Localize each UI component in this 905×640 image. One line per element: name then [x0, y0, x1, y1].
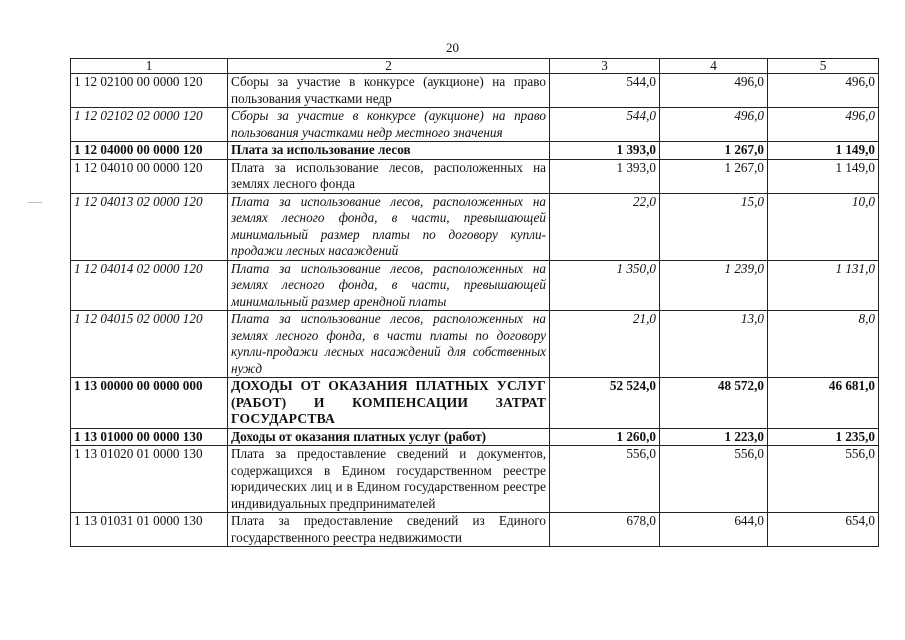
value-col3-cell: 544,0 — [550, 74, 660, 108]
value-col5-cell: 496,0 — [768, 74, 879, 108]
revenue-name-cell: Плата за использование лесов, расположенных на землях лесного фонда, в части, превышающей минимальный размер платы по договору купли-продажи лесных насаждений — [228, 193, 550, 260]
value-col3-cell: 1 393,0 — [550, 159, 660, 193]
column-header: 3 — [550, 59, 660, 74]
value-col5-cell: 1 149,0 — [768, 159, 879, 193]
revenue-name-cell: Сборы за участие в конкурсе (аукционе) на право пользования участками недр — [228, 74, 550, 108]
revenue-name-cell: ДОХОДЫ ОТ ОКАЗАНИЯ ПЛАТНЫХ УСЛУГ (РАБОТ) И КОМПЕНСАЦИИ ЗАТРАТ ГОСУДАРСТВА — [228, 378, 550, 429]
revenue-name-cell: Плата за использование лесов, расположенных на землях лесного фонда — [228, 159, 550, 193]
column-header: 1 — [71, 59, 228, 74]
column-header: 2 — [228, 59, 550, 74]
table-row — [71, 311, 879, 378]
value-col3-cell: 1 350,0 — [550, 260, 660, 311]
value-col3-cell: 21,0 — [550, 311, 660, 378]
table-row — [71, 193, 879, 260]
value-col5-cell: 1 131,0 — [768, 260, 879, 311]
revenue-name-cell: Плата за использование лесов, расположенных на землях лесного фонда, в части платы по договору купли-продажи лесных насаждений для собственных нужд — [228, 311, 550, 378]
value-col4-cell: 496,0 — [660, 74, 768, 108]
budget-code-cell: 1 12 04000 00 0000 120 — [71, 142, 228, 160]
table-row — [71, 159, 879, 193]
value-col5-cell: 1 235,0 — [768, 428, 879, 446]
table-header-row — [71, 59, 879, 74]
revenue-name-cell: Доходы от оказания платных услуг (работ) — [228, 428, 550, 446]
table-row — [71, 428, 879, 446]
budget-code-cell: 1 12 02102 02 0000 120 — [71, 108, 228, 142]
revenue-name-cell: Плата за предоставление сведений и документов, содержащихся в Едином государственном реестре юридических лиц и в Едином государственном реестре индивидуальных предпринимателей — [228, 446, 550, 513]
value-col4-cell: 1 267,0 — [660, 142, 768, 160]
value-col4-cell: 1 267,0 — [660, 159, 768, 193]
value-col5-cell: 496,0 — [768, 108, 879, 142]
revenue-name-cell: Сборы за участие в конкурсе (аукционе) на право пользования участками недр местного значения — [228, 108, 550, 142]
table-row — [71, 513, 879, 547]
table-row — [71, 142, 879, 160]
value-col5-cell: 654,0 — [768, 513, 879, 547]
value-col3-cell: 22,0 — [550, 193, 660, 260]
budget-code-cell: 1 12 02100 00 0000 120 — [71, 74, 228, 108]
budget-code-cell: 1 13 01020 01 0000 130 — [71, 446, 228, 513]
budget-code-cell: 1 13 01031 01 0000 130 — [71, 513, 228, 547]
budget-code-cell: 1 12 04014 02 0000 120 — [71, 260, 228, 311]
value-col3-cell: 1 393,0 — [550, 142, 660, 160]
budget-table — [70, 58, 879, 547]
column-header: 5 — [768, 59, 879, 74]
budget-code-cell: 1 13 01000 00 0000 130 — [71, 428, 228, 446]
value-col3-cell: 678,0 — [550, 513, 660, 547]
budget-code-cell: 1 12 04013 02 0000 120 — [71, 193, 228, 260]
revenue-name-cell: Плата за предоставление сведений из Единого государственного реестра недвижимости — [228, 513, 550, 547]
page-number: 20 — [446, 40, 459, 55]
value-col4-cell: 496,0 — [660, 108, 768, 142]
value-col5-cell: 1 149,0 — [768, 142, 879, 160]
value-col3-cell: 544,0 — [550, 108, 660, 142]
revenue-name-cell: Плата за использование лесов, расположенных на землях лесного фонда, в части, превышающей минимальный размер арендной платы — [228, 260, 550, 311]
value-col3-cell: 1 260,0 — [550, 428, 660, 446]
table-row — [71, 108, 879, 142]
value-col4-cell: 13,0 — [660, 311, 768, 378]
value-col4-cell: 644,0 — [660, 513, 768, 547]
revenue-name-cell: Плата за использование лесов — [228, 142, 550, 160]
value-col3-cell: 52 524,0 — [550, 378, 660, 429]
budget-code-cell: 1 12 04010 00 0000 120 — [71, 159, 228, 193]
table-row — [71, 260, 879, 311]
scan-artifact — [28, 202, 42, 203]
value-col4-cell: 1 239,0 — [660, 260, 768, 311]
value-col4-cell: 1 223,0 — [660, 428, 768, 446]
value-col4-cell: 15,0 — [660, 193, 768, 260]
value-col5-cell: 8,0 — [768, 311, 879, 378]
table-row — [71, 446, 879, 513]
table-body — [71, 74, 879, 547]
value-col5-cell: 10,0 — [768, 193, 879, 260]
budget-code-cell: 1 12 04015 02 0000 120 — [71, 311, 228, 378]
value-col4-cell: 556,0 — [660, 446, 768, 513]
value-col4-cell: 48 572,0 — [660, 378, 768, 429]
budget-code-cell: 1 13 00000 00 0000 000 — [71, 378, 228, 429]
value-col5-cell: 46 681,0 — [768, 378, 879, 429]
column-header: 4 — [660, 59, 768, 74]
table-row — [71, 74, 879, 108]
table-row — [71, 378, 879, 429]
value-col5-cell: 556,0 — [768, 446, 879, 513]
value-col3-cell: 556,0 — [550, 446, 660, 513]
